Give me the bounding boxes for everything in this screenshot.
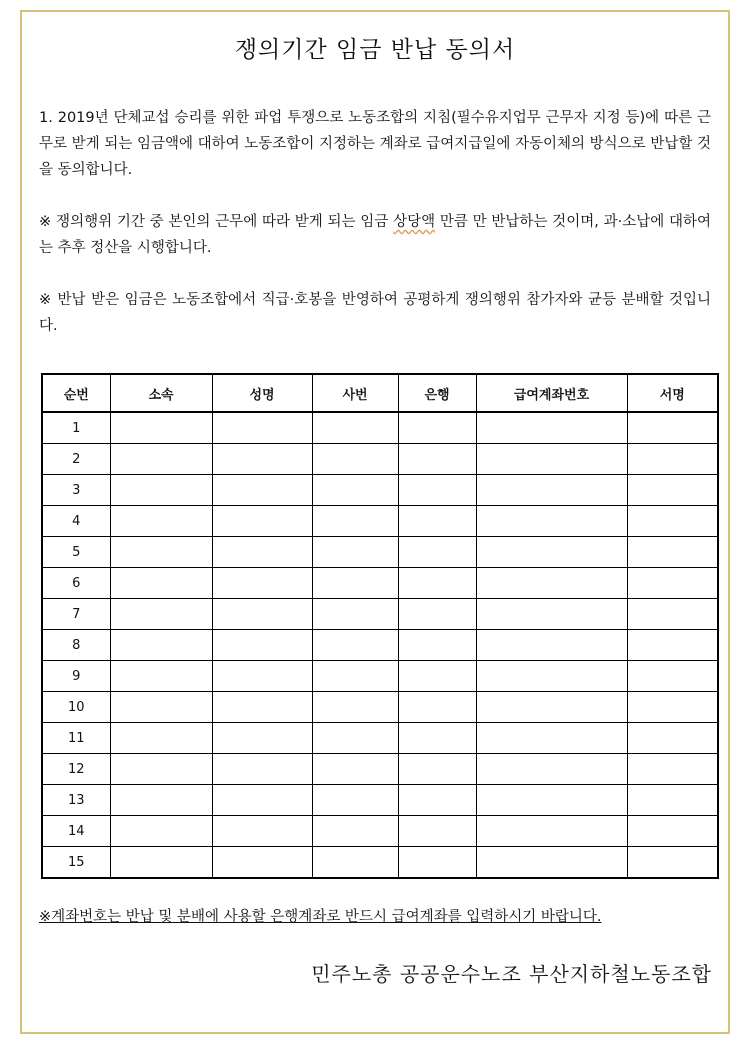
cell-col-department[interactable]	[110, 692, 212, 723]
header-col-employee-id: 사번	[312, 374, 398, 412]
table-row	[42, 599, 718, 630]
cell-col-account-number[interactable]	[476, 723, 627, 754]
cell-col-name[interactable]	[212, 816, 312, 847]
cell-col-department[interactable]	[110, 568, 212, 599]
cell-col-department[interactable]	[110, 475, 212, 506]
cell-col-name[interactable]	[212, 847, 312, 879]
row-number: 6	[42, 568, 110, 599]
cell-col-bank[interactable]	[398, 847, 476, 879]
cell-col-employee-id[interactable]	[312, 692, 398, 723]
cell-col-account-number[interactable]	[476, 661, 627, 692]
cell-col-employee-id[interactable]	[312, 599, 398, 630]
cell-col-employee-id[interactable]	[312, 847, 398, 879]
cell-col-account-number[interactable]	[476, 692, 627, 723]
cell-col-name[interactable]	[212, 630, 312, 661]
table-row	[42, 475, 718, 506]
document-title: 쟁의기간 임금 반납 동의서	[234, 37, 516, 63]
header-col-account-number: 급여계좌번호	[476, 374, 627, 412]
table-row	[42, 444, 718, 475]
cell-col-name[interactable]	[212, 444, 312, 475]
cell-col-bank[interactable]	[398, 568, 476, 599]
cell-col-name[interactable]	[212, 723, 312, 754]
cell-col-department[interactable]	[110, 661, 212, 692]
cell-col-signature[interactable]	[627, 506, 718, 537]
cell-col-account-number[interactable]	[476, 785, 627, 816]
cell-col-department[interactable]	[110, 599, 212, 630]
cell-col-employee-id[interactable]	[312, 568, 398, 599]
cell-col-department[interactable]	[110, 506, 212, 537]
cell-col-account-number[interactable]	[476, 599, 627, 630]
header-col-number: 순번	[42, 374, 110, 412]
cell-col-signature[interactable]	[627, 444, 718, 475]
cell-col-signature[interactable]	[627, 599, 718, 630]
cell-col-bank[interactable]	[398, 506, 476, 537]
row-number: 2	[42, 444, 110, 475]
cell-col-name[interactable]	[212, 475, 312, 506]
cell-col-department[interactable]	[110, 537, 212, 568]
table-row	[42, 754, 718, 785]
cell-col-bank[interactable]	[398, 630, 476, 661]
cell-col-employee-id[interactable]	[312, 661, 398, 692]
cell-col-signature[interactable]	[627, 785, 718, 816]
cell-col-signature[interactable]	[627, 412, 718, 444]
cell-col-bank[interactable]	[398, 475, 476, 506]
cell-col-signature[interactable]	[627, 816, 718, 847]
signature-table	[41, 373, 719, 879]
table-row	[42, 847, 718, 879]
cell-col-employee-id[interactable]	[312, 785, 398, 816]
header-col-department: 소속	[110, 374, 212, 412]
header-col-bank: 은행	[398, 374, 476, 412]
table-row	[42, 816, 718, 847]
cell-col-department[interactable]	[110, 444, 212, 475]
cell-col-bank[interactable]	[398, 816, 476, 847]
cell-col-employee-id[interactable]	[312, 506, 398, 537]
paragraph-2	[39, 209, 711, 261]
paragraph-2-text-b: 만큼 만 반납하는 것이며, 과·소납에 대하여는 추후 정산을 시행합니다.	[39, 214, 711, 256]
cell-col-department[interactable]	[110, 847, 212, 879]
cell-col-signature[interactable]	[627, 723, 718, 754]
row-number: 9	[42, 661, 110, 692]
table-row	[42, 568, 718, 599]
cell-col-department[interactable]	[110, 723, 212, 754]
cell-col-account-number[interactable]	[476, 412, 627, 444]
table-row	[42, 537, 718, 568]
cell-col-signature[interactable]	[627, 692, 718, 723]
table-row	[42, 506, 718, 537]
row-number: 5	[42, 537, 110, 568]
cell-col-bank[interactable]	[398, 412, 476, 444]
cell-col-employee-id[interactable]	[312, 723, 398, 754]
cell-col-account-number[interactable]	[476, 568, 627, 599]
row-number: 13	[42, 785, 110, 816]
spellcheck-flagged-word: 상당액	[393, 214, 436, 230]
paragraph-3: ※ 반납 받은 임금은 노동조합에서 직급·호봉을 반영하여 공평하게 쟁의행위 참가자와 균등 분배할 것입니다.	[39, 292, 711, 334]
cell-col-bank[interactable]	[398, 661, 476, 692]
table-row	[42, 630, 718, 661]
header-col-signature: 서명	[627, 374, 718, 412]
cell-col-department[interactable]	[110, 412, 212, 444]
cell-col-signature[interactable]	[627, 537, 718, 568]
cell-col-account-number[interactable]	[476, 754, 627, 785]
table-header-row	[42, 374, 718, 412]
cell-col-name[interactable]	[212, 568, 312, 599]
table-row	[42, 785, 718, 816]
cell-col-signature[interactable]	[627, 630, 718, 661]
cell-col-employee-id[interactable]	[312, 412, 398, 444]
cell-col-name[interactable]	[212, 754, 312, 785]
cell-col-bank[interactable]	[398, 723, 476, 754]
row-number: 10	[42, 692, 110, 723]
row-number: 11	[42, 723, 110, 754]
cell-col-employee-id[interactable]	[312, 475, 398, 506]
cell-col-bank[interactable]	[398, 692, 476, 723]
cell-col-account-number[interactable]	[476, 630, 627, 661]
cell-col-employee-id[interactable]	[312, 630, 398, 661]
table-row	[42, 723, 718, 754]
cell-col-employee-id[interactable]	[312, 754, 398, 785]
cell-col-signature[interactable]	[627, 847, 718, 879]
table-row	[42, 412, 718, 444]
cell-col-department[interactable]	[110, 816, 212, 847]
table-body	[42, 412, 718, 878]
cell-col-bank[interactable]	[398, 537, 476, 568]
organization-name: 민주노총 공공운수노조 부산지하철노동조합	[311, 962, 712, 986]
row-number: 7	[42, 599, 110, 630]
cell-col-signature[interactable]	[627, 754, 718, 785]
cell-col-signature[interactable]	[627, 568, 718, 599]
cell-col-employee-id[interactable]	[312, 816, 398, 847]
row-number: 15	[42, 847, 110, 879]
row-number: 1	[42, 412, 110, 444]
cell-col-name[interactable]	[212, 692, 312, 723]
cell-col-account-number[interactable]	[476, 506, 627, 537]
header-col-name: 성명	[212, 374, 312, 412]
cell-col-department[interactable]	[110, 754, 212, 785]
row-number: 4	[42, 506, 110, 537]
cell-col-account-number[interactable]	[476, 816, 627, 847]
cell-col-account-number[interactable]	[476, 444, 627, 475]
cell-col-name[interactable]	[212, 785, 312, 816]
row-number: 3	[42, 475, 110, 506]
cell-col-employee-id[interactable]	[312, 444, 398, 475]
account-note: ※계좌번호는 반납 및 분배에 사용할 은행계좌로 반드시 급여계좌를 입력하시기 바랍니다.	[39, 909, 602, 925]
cell-col-name[interactable]	[212, 599, 312, 630]
row-number: 8	[42, 630, 110, 661]
cell-col-name[interactable]	[212, 537, 312, 568]
cell-col-department[interactable]	[110, 630, 212, 661]
cell-col-name[interactable]	[212, 506, 312, 537]
cell-col-signature[interactable]	[627, 661, 718, 692]
cell-col-name[interactable]	[212, 412, 312, 444]
paragraph-1: 1. 2019년 단체교섭 승리를 위한 파업 투쟁으로 노동조합의 지침(필수유지업무 근무자 지정 등)에 따른 근무로 받게 되는 임금액에 대하여 노동조합이 지정하는 계좌로 급여지급일에 자동이체의 방식으로 반납할 것을 동의합니다.	[39, 110, 711, 178]
cell-col-name[interactable]	[212, 661, 312, 692]
cell-col-account-number[interactable]	[476, 537, 627, 568]
cell-col-account-number[interactable]	[476, 847, 627, 879]
cell-col-bank[interactable]	[398, 444, 476, 475]
cell-col-bank[interactable]	[398, 754, 476, 785]
row-number: 14	[42, 816, 110, 847]
cell-col-bank[interactable]	[398, 599, 476, 630]
cell-col-signature[interactable]	[627, 475, 718, 506]
row-number: 12	[42, 754, 110, 785]
cell-col-account-number[interactable]	[476, 475, 627, 506]
paragraph-2-text-a: ※ 쟁의행위 기간 중 본인의 근무에 따라 받게 되는 임금	[39, 214, 394, 230]
cell-col-bank[interactable]	[398, 785, 476, 816]
cell-col-employee-id[interactable]	[312, 537, 398, 568]
table-row	[42, 661, 718, 692]
cell-col-department[interactable]	[110, 785, 212, 816]
table-row	[42, 692, 718, 723]
